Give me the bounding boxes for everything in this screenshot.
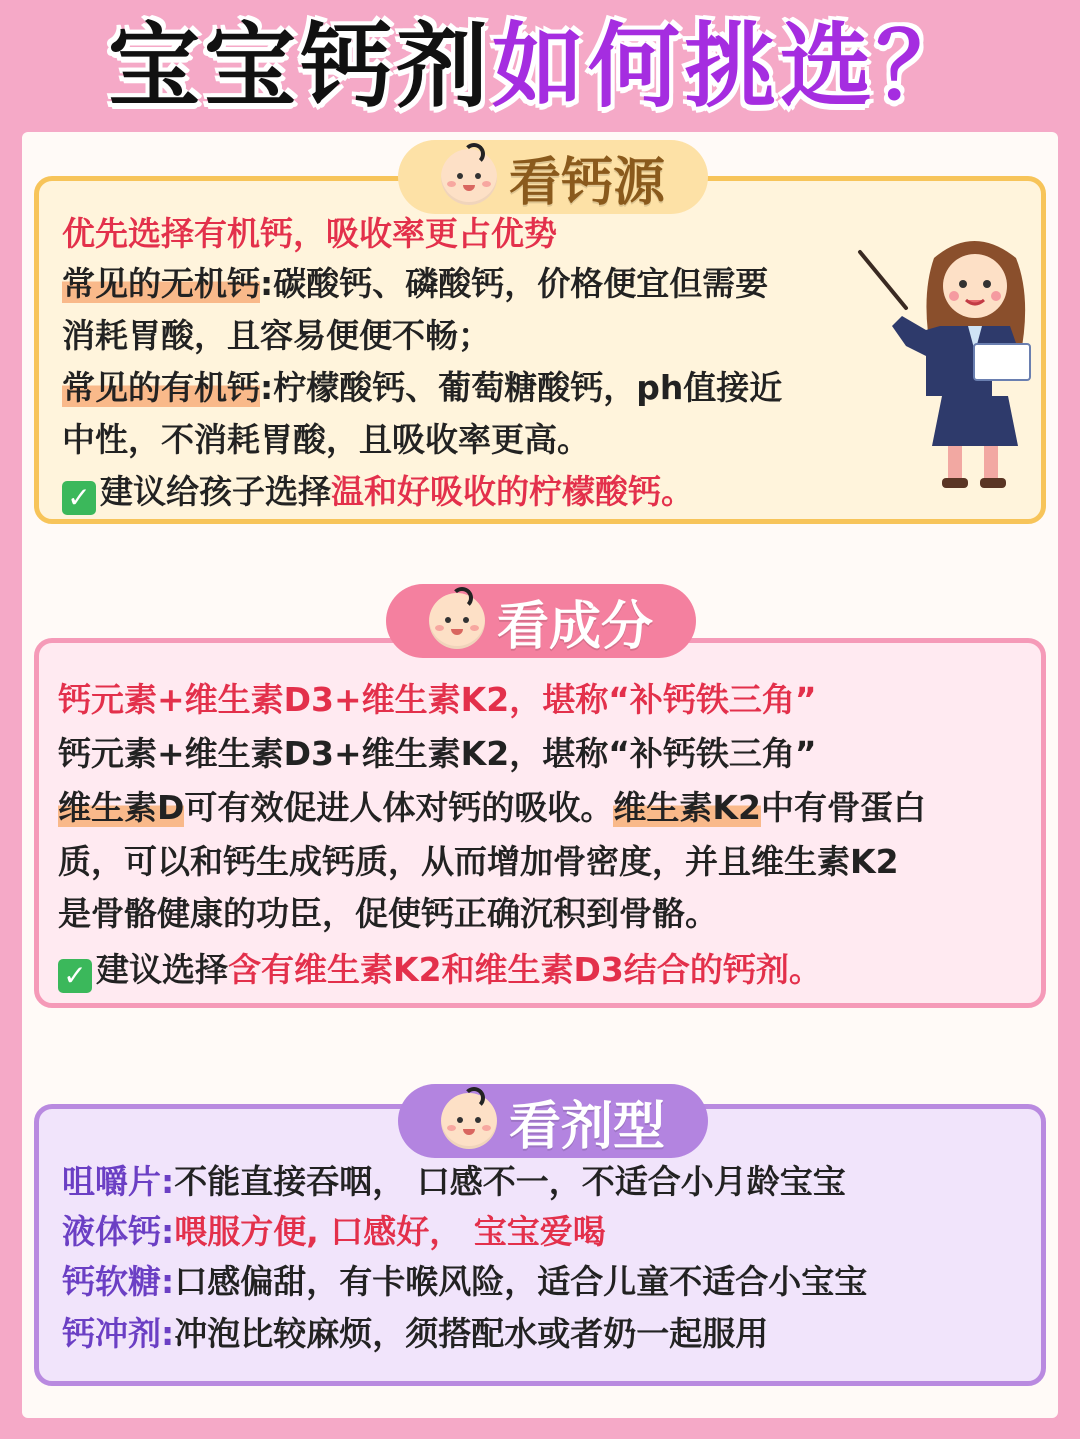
page-title <box>0 12 1080 122</box>
s1-line-1: 优先选择有机钙，吸收率更占优势 <box>62 214 557 253</box>
heading-text: 看成分 <box>496 596 653 657</box>
s1-line-3: 消耗胃酸，且容易便便不畅； <box>62 316 491 355</box>
s3-row-chewable <box>62 1156 846 1208</box>
baby-face-icon <box>441 1093 497 1149</box>
s2-highlight-vitamin-k2: 维生素K2 <box>613 788 761 827</box>
teacher-illustration <box>856 228 1046 498</box>
heading-text: 看剂型 <box>508 1096 665 1157</box>
s3-row-label: 咀嚼片: <box>62 1162 175 1201</box>
title-part-2: 如何挑选？ <box>492 13 973 120</box>
s1-line-2-text: :碳酸钙、磷酸钙，价格便宜但需要 <box>260 264 769 303</box>
section-heading-calcium-source <box>398 140 708 214</box>
baby-face-icon <box>429 593 485 649</box>
s3-row-label: 钙冲剂: <box>62 1314 175 1353</box>
s1-line-4 <box>62 362 782 414</box>
title-part-1: 宝宝钙剂 <box>107 13 492 120</box>
s2-line-6-red: 含有维生素K2和维生素D3结合的钙剂。 <box>228 950 822 989</box>
s1-line-2 <box>62 258 768 310</box>
s1-highlight-inorganic: 常见的无机钙 <box>62 264 260 303</box>
s3-row-label: 液体钙: <box>62 1212 175 1251</box>
s3-row-text: 冲泡比较麻烦，须搭配水或者奶一起服用 <box>174 1314 769 1353</box>
heading-text: 看钙源 <box>508 152 665 213</box>
s3-row-text: 不能直接吞咽， 口感不一，不适合小月龄宝宝 <box>174 1162 846 1201</box>
s2-line-3-rest: 中有骨蛋白 <box>760 788 926 827</box>
s3-row-label: 钙软糖: <box>62 1262 175 1301</box>
s2-line-6-text: 建议选择 <box>96 950 228 989</box>
s2-line-3 <box>58 782 926 834</box>
s3-row-granule <box>62 1308 768 1360</box>
s2-line-5: 是骨骼健康的功臣，促使钙正确沉积到骨骼。 <box>58 894 718 933</box>
s2-line-4: 质，可以和钙生成钙质，从而增加骨密度，并且维生素K2 <box>58 842 899 881</box>
s1-highlight-organic: 常见的有机钙 <box>62 368 260 407</box>
s2-highlight-vitamin-d: 维生素D <box>58 788 185 827</box>
s3-row-gummy <box>62 1256 867 1308</box>
s2-line-3-mid: 可有效促进人体对钙的吸收。 <box>184 788 614 827</box>
s1-line-6 <box>62 466 694 518</box>
check-mark-icon: ✓ <box>62 481 96 515</box>
section-heading-dosage-form <box>398 1084 708 1158</box>
baby-face-icon <box>441 149 497 205</box>
s2-line-6 <box>58 944 822 996</box>
section-heading-ingredients <box>386 584 696 658</box>
s2-line-1: 钙元素+维生素D3+维生素K2，堪称“补钙铁三角” <box>58 680 817 719</box>
s1-line-5: 中性，不消耗胃酸，且吸收率更高。 <box>62 420 590 459</box>
check-mark-icon: ✓ <box>58 959 92 993</box>
s1-line-6-red: 温和好吸收的柠檬酸钙。 <box>331 472 694 511</box>
s3-row-text: 喂服方便, 口感好， 宝宝爱喝 <box>174 1212 606 1251</box>
s1-line-6-text: 建议给孩子选择 <box>100 472 331 511</box>
s1-line-4-text: :柠檬酸钙、葡萄糖酸钙，ph值接近 <box>260 368 783 407</box>
s2-line-2: 钙元素+维生素D3+维生素K2，堪称“补钙铁三角” <box>58 734 817 773</box>
s3-row-liquid <box>62 1206 606 1258</box>
s3-row-text: 口感偏甜，有卡喉风险，适合儿童不适合小宝宝 <box>174 1262 868 1301</box>
